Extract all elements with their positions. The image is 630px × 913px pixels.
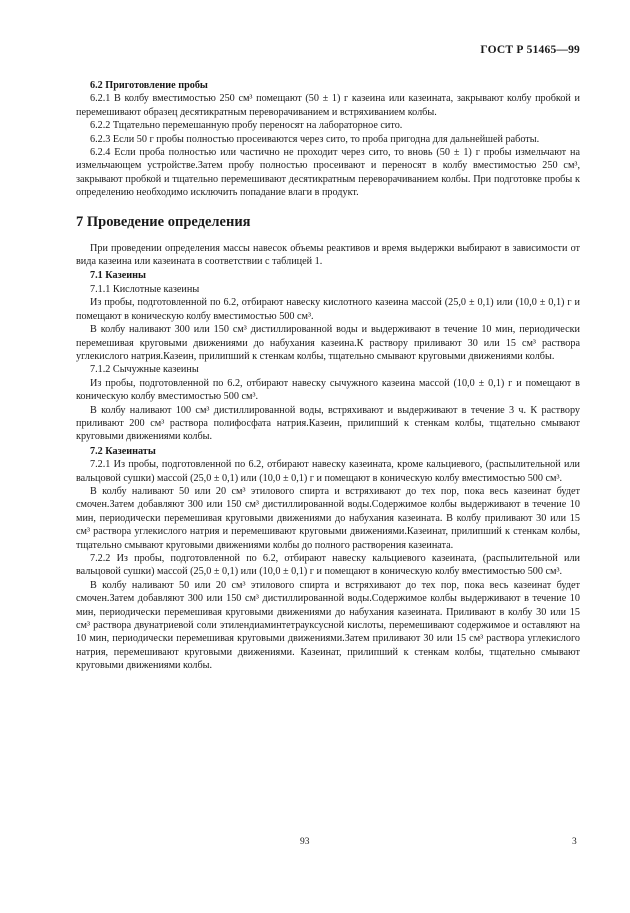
paragraph-6-2-4: 6.2.4 Если проба полностью или частично не проходит через сито, то вновь (50 ± 1) г пробы измельчают на измельчающем устройстве.Затем пробу полностью просеивают и переносят в колбу вместимостью 250 см³, закрывают пробкой и тщательно перемешивают десятикратным переворачиванием колбы. При подготовке пробы к определению необходимо исключить попадание влаги в продукт. <box>76 147 580 199</box>
paragraph-7-1-1-title: 7.1.1 Кислотные казеины <box>90 283 200 295</box>
page-number-right: 3 <box>572 837 577 847</box>
paragraph-6-2-3: 6.2.3 Если 50 г пробы полностью просеиваются через сито, то проба пригодна для дальнейшей работы. <box>90 133 540 145</box>
paragraph-7-2-1-b: В колбу наливают 50 или 20 см³ этилового спирта и встряхивают до тех пор, пока весь казеинат будет смочен.Затем добавляют 300 или 150 см³ дистиллированной воды.Содержимое колбы выдерживают в течение 10 мин, периодически перемешивая круговыми движениями до набухания казеината. В колбу приливают 30 или 15 см³ раствора углекислого натрия и перемешивают круговыми движениями.Казеинат, прилипший к стенкам колбы, тщательно смывают круговыми движениями колбы до полного растворения казеината. <box>76 485 580 551</box>
paragraph-7-intro: При проведении определения массы навесок объемы реактивов и время выдержки выбирают в зависимости от вида казеина или казеината в соответствии с таблицей 1. <box>76 242 580 268</box>
paragraph-7-1-2-b: В колбу наливают 100 см³ дистиллированной воды, встряхивают и выдерживают в течение 3 ч. К раствору приливают 200 см³ раствора полифосфата натрия.Казеин, прилипший к стенкам колбы, тщательно смывают круговыми движениями колбы. <box>76 404 580 443</box>
section-7-1-title: 7.1 Казеины <box>90 270 146 282</box>
paragraph-7-2-1-a: 7.2.1 Из пробы, подготовленной по 6.2, отбирают навеску казеината, кроме кальциевого, (распылительной или вальцовой сушки) массой (25,0 ± 0,1) или (10,0 ± 0,1) г и помещают в коническую колбу вместимостью 500 см³. <box>76 459 580 484</box>
paragraph-7-1-1-a: Из пробы, подготовленной по 6.2, отбирают навеску кислотного казеина массой (25,0 ± 0,1) или (10,0 ± 0,1) г и помещают в коническую колбу вместимостью 500 см³. <box>76 297 580 322</box>
page-number-center: 93 <box>300 837 310 847</box>
paragraph-6-2-1: 6.2.1 В колбу вместимостью 250 см³ помещают (50 ± 1) г казеина или казеината, закрывают колбу пробкой и перемешивают образец десятикратным переворачиванием и встряхиванием колбы. <box>76 93 580 118</box>
document-page <box>76 44 580 673</box>
section-6-2-title: 6.2 Приготовление пробы <box>90 80 208 91</box>
document-header: ГОСТ Р 51465—99 <box>480 44 580 56</box>
section-7-2-title: 7.2 Казеинаты <box>90 445 156 457</box>
paragraph-6-2-2: 6.2.2 Тщательно перемешанную пробу переносят на лабораторное сито. <box>90 120 403 132</box>
paragraph-7-1-1-b: В колбу наливают 300 или 150 см³ дистиллированной воды и выдерживают в течение 10 мин, периодически перемешивая круговыми движениями до набухания казеина.К раствору приливают 30 или 15 см³ раствора углекислого натрия.Казеин, прилипший к стенкам колбы, тщательно смывают круговыми движениями колбы. <box>76 324 580 362</box>
paragraph-7-2-2-a: 7.2.2 Из пробы, подготовленной по 6.2, отбирают навеску кальциевого казеината, (распылительной или вальцовой сушки) массой (25,0 ± 0,1) или (10,0 ± 0,1) г и помещают в коническую колбу вместимостью 500 см³. <box>76 553 580 578</box>
paragraph-7-1-2-title: 7.1.2 Сычужные казеины <box>90 364 199 376</box>
paragraph-7-1-2-a: Из пробы, подготовленной по 6.2, отбирают навеску сычужного казеина массой (10,0 ± 0,1) г и помещают в коническую колбу вместимостью 500 см³. <box>76 377 580 403</box>
section-7-title: 7 Проведение определения <box>76 213 251 230</box>
paragraph-7-2-2-b: В колбу наливают 50 или 20 см³ этилового спирта и встряхивают до тех пор, пока весь казеинат будет смочен.Затем добавляют 300 или 150 см³ дистиллированной воды.Содержимое колбы выдерживают в течение 10 мин, периодически перемешивая круговыми движениями до набухания казеината. Приливают в колбу 30 или 15 см³ раствора двунатриевой соли этилендиаминтетрауксусной кислоты, перемешивают содержимое и оставляют на 10 мин, периодически перемешивая круговыми движениями.Затем приливают 30 или 15 см³ раствора углекислого натрия, перемешивают круговыми движениями. Казеинат, прилипший к стенкам колбы, тщательно смывают круговыми движениями колбы. <box>76 579 580 672</box>
